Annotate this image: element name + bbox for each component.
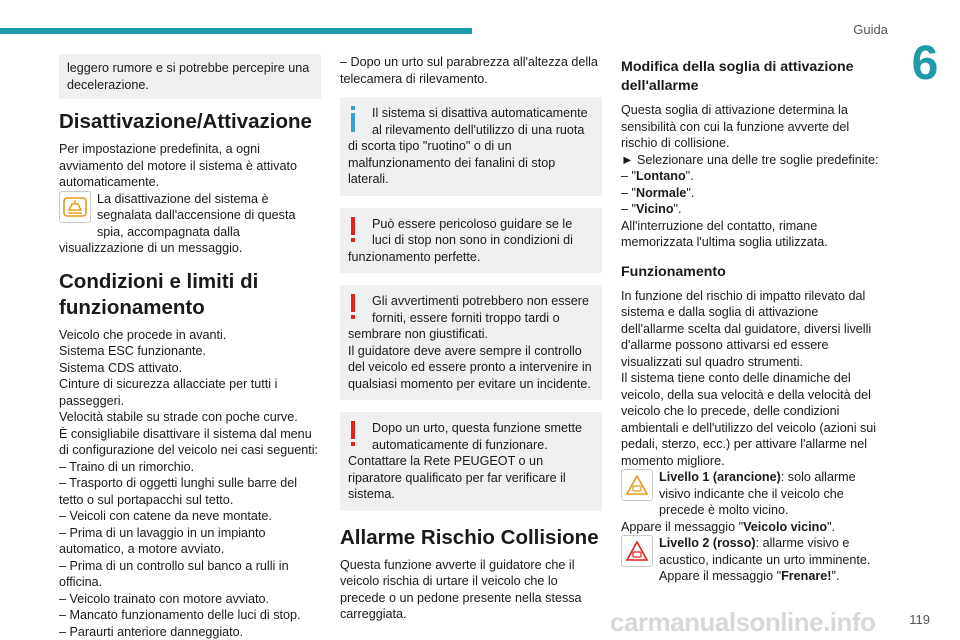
paragraph-default-activation: Per impostazione predefinita, a ogni avviamento del motore il sistema è attivato automaticamente. bbox=[59, 142, 297, 189]
option-lontano: – "Lontano". bbox=[621, 169, 694, 183]
note-text: leggero rumore e si potrebbe percepire una decelerazione. bbox=[67, 61, 310, 92]
paragraph-funzionamento-1: In funzione del rischio di impatto rilevato dal sistema e dalla soglia di attivazione dell'allarme scelta dal guidatore, diversi livelli d'allarme possono attivarsi ed essere visualizzati sul quadro strumenti. bbox=[621, 288, 872, 369]
warning-box-1 bbox=[340, 208, 602, 274]
list-item: – Veicolo trainato con motore avviato. bbox=[59, 591, 270, 606]
line-3: Sistema CDS attivato. bbox=[59, 360, 183, 375]
heading-condizioni: Condizioni e limiti di funzionamento bbox=[59, 269, 259, 319]
warning-lamp-icon bbox=[59, 191, 91, 223]
column-left bbox=[59, 54, 321, 640]
section-title: Guida bbox=[853, 22, 888, 37]
level-2-text: Livello 2 (rosso): allarme visivo e acustico, indicante un urto imminente. bbox=[659, 536, 871, 567]
exclamation-icon bbox=[348, 420, 366, 450]
info-text: Il sistema si disattiva automaticamente al rilevamento dell'utilizzo di una ruota di scorta tipo "ruotino" o di un malfunzionamento dei fanalini di stop laterali. bbox=[348, 106, 588, 186]
list-item: – Prima di un controllo sul banco a rulli in officina. bbox=[59, 558, 289, 589]
warning-text-3a: Dopo un urto, questa funzione smette automaticamente di funzionare. bbox=[372, 421, 583, 452]
paragraph-funzionamento-2: Il sistema tiene conto delle dinamiche del veicolo, della sua velocità e della velocità del veicolo che lo precede, delle condizioni ambientali e dell'utilizzo del veicolo (azioni sui pedali, sterzo, ecc.) per attivare l'allarme nel momento migliore. bbox=[621, 371, 877, 468]
paragraph-memorizzata: All'interruzione del contatto, rimane memorizzata l'ultima soglia utilizzata. bbox=[621, 218, 828, 249]
heading-funzionamento: Funzionamento bbox=[621, 263, 726, 280]
option-normale: – "Normale". bbox=[621, 185, 695, 200]
collision-alert-orange-icon bbox=[621, 469, 653, 501]
warning-box-3 bbox=[340, 412, 602, 511]
paragraph-windscreen: – Dopo un urto sul parabrezza all'altezza della telecamera di rilevamento. bbox=[340, 55, 598, 86]
list-item: – Paraurti anteriore danneggiato. bbox=[59, 624, 244, 639]
exclamation-icon bbox=[348, 293, 366, 323]
line-1: Veicolo che procede in avanti. bbox=[59, 327, 227, 342]
warning-box-2 bbox=[340, 285, 602, 400]
paragraph-warning-lamp: La disattivazione del sistema è segnalata dall'accensione di questa spia, accompagnata dalla visualizzazione di un messaggio. bbox=[59, 191, 296, 255]
warning-text-3b: Contattare la Rete PEUGEOT o un riparatore qualificato per far verificare il sistema. bbox=[348, 454, 566, 501]
page-number: 119 bbox=[909, 612, 930, 627]
paragraph-soglia: Questa soglia di attivazione determina la sensibilità con cui la funzione avverte del rischio di collisione. bbox=[621, 103, 850, 150]
info-icon bbox=[348, 105, 366, 135]
info-box bbox=[340, 97, 602, 196]
chapter-number: 6 bbox=[911, 37, 939, 90]
list-item: – Mancato funzionamento delle luci di stop. bbox=[59, 608, 301, 622]
heading-modifica-soglia: Modifica della soglia di attivazione dell'allarme bbox=[621, 59, 854, 94]
level-2-message: Appare il messaggio "Frenare!". bbox=[659, 569, 840, 583]
option-vicino: – "Vicino". bbox=[621, 202, 682, 216]
line-4: Cinture di sicurezza allacciate per tutti i passeggeri. bbox=[59, 377, 278, 408]
warning-text-1: Può essere pericoloso guidare se le luci di stop non sono in condizioni di funzionamento perfette. bbox=[348, 216, 573, 264]
heading-allarme: Allarme Rischio Collisione bbox=[340, 525, 599, 549]
list-item: – Veicoli con catene da neve montate. bbox=[59, 509, 272, 523]
warning-text-2a: Gli avvertimenti potrebbero non essere forniti, essere forniti troppo tardi o sembrare non giustificati. bbox=[348, 294, 590, 341]
list-item: – Traino di un rimorchio. bbox=[59, 459, 195, 474]
level-1-text: Livello 1 (arancione): solo allarme visivo indicante che il veicolo che precede è molto vicino. bbox=[659, 470, 856, 517]
line-6: È consigliabile disattivare il sistema dal menu di configurazione del veicolo nei casi seguenti: bbox=[59, 426, 319, 457]
line-5: Velocità stabile su strade con poche curve. bbox=[59, 410, 298, 424]
list-item: – Trasporto di oggetti lunghi sulle barre del tetto o sul portapacchi sul tetto. bbox=[59, 476, 298, 507]
level-1-message: Appare il messaggio "Veicolo vicino". bbox=[621, 519, 836, 534]
paragraph-select: ► Selezionare una delle tre soglie predefinite: bbox=[621, 152, 879, 167]
list-item: – Prima di un lavaggio in un impianto automatico, a motore avviato. bbox=[59, 525, 266, 556]
top-accent-bar bbox=[0, 28, 472, 34]
heading-disattivazione: Disattivazione/Attivazione bbox=[59, 110, 312, 133]
watermark: carmanualsonline.info bbox=[610, 607, 876, 637]
paragraph-allarme: Questa funzione avverte il guidatore che il veicolo rischia di urtare il veicolo che lo precede o un pedone presente nella stessa carreggiata. bbox=[340, 557, 582, 621]
exclamation-icon bbox=[348, 216, 366, 246]
column-right bbox=[621, 54, 883, 585]
column-middle bbox=[340, 54, 602, 623]
warning-text-2b: Il guidatore deve avere sempre il controllo del veicolo ed essere pronto a intervenire in qualsiasi momento per evitare un incidente. bbox=[348, 343, 592, 391]
note-box bbox=[59, 54, 321, 99]
collision-alert-red-icon bbox=[621, 535, 653, 567]
line-2: Sistema ESC funzionante. bbox=[59, 344, 207, 358]
